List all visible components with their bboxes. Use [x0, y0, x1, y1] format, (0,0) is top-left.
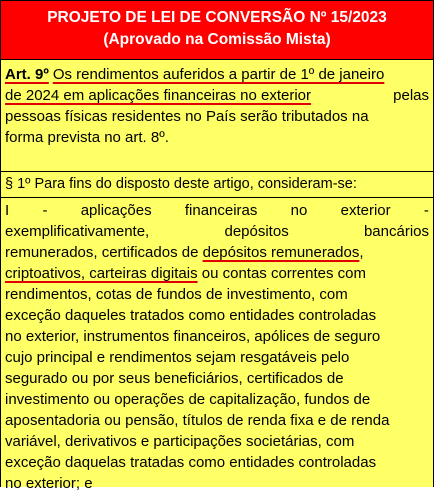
article-label: Art. 9º — [5, 66, 49, 83]
inciso-line-12: variável, derivativos e participações societárias, com — [5, 433, 355, 450]
inciso-text-underlined: criptoativos, carteiras digitais — [5, 265, 198, 282]
inciso-line-13: exceção daquelas tratadas como entidades controladas — [5, 454, 377, 471]
inciso-line-14: no exterior; e — [5, 475, 93, 492]
inciso-1-cell — [0, 197, 434, 492]
inciso-word: no — [290, 202, 308, 219]
inciso-line-1 — [5, 200, 429, 221]
bill-title: PROJETO DE LEI DE CONVERSÃO Nº 15/2023 — [47, 9, 387, 26]
inciso-text: , — [359, 244, 364, 261]
paragraph-1-text: § 1º Para fins do disposto deste artigo, consideram-se: — [5, 176, 357, 192]
inciso-line-6: exceção daqueles tratados como entidades controladas — [5, 307, 377, 324]
article-9-text: pelas — [393, 87, 429, 104]
inciso-line-3 — [5, 242, 429, 263]
article-9-line-3: pessoas físicas residentes no País serão tributados na — [5, 108, 369, 125]
article-9-line-2 — [5, 85, 429, 106]
inciso-text: remunerados, certificados de — [5, 244, 203, 261]
inciso-word: depósitos — [224, 223, 289, 240]
inciso-word: exterior — [340, 202, 391, 219]
inciso-word: exemplificativamente, — [5, 223, 150, 240]
inciso-text: ou contas correntes com — [197, 265, 366, 282]
inciso-line-10: investimento ou operações de capitalização, fundos de — [5, 391, 371, 408]
inciso-line-2 — [5, 221, 429, 242]
inciso-line-8: cujo principal e rendimentos sejam resgatáveis pelo — [5, 349, 350, 366]
inciso-word: - — [42, 202, 48, 219]
inciso-word: bancários — [363, 223, 429, 240]
inciso-word: - — [423, 202, 429, 219]
inciso-text-underlined: depósitos remunerados — [202, 244, 360, 261]
article-9-cell — [0, 59, 434, 171]
inciso-line-11: aposentadoria ou pensão, títulos de renda fixa e de renda — [5, 412, 390, 429]
bill-subtitle: (Aprovado na Comissão Mista) — [103, 31, 331, 48]
inciso-word: aplicações — [80, 202, 152, 219]
paragraph-1-cell — [0, 171, 434, 197]
article-9-text-underlined-2: de 2024 em aplicações financeiras no exterior — [5, 87, 312, 104]
table-header — [0, 0, 434, 59]
article-9-text-underlined: Os rendimentos auferidos a partir de 1º de janeiro — [52, 66, 385, 83]
inciso-word: I — [5, 202, 10, 219]
inciso-line-5: rendimentos, cotas de fundos de investimento, com — [5, 286, 348, 303]
article-9-line-1 — [5, 64, 429, 85]
inciso-line-4 — [5, 263, 429, 284]
inciso-line-9: segurado ou por seus beneficiários, certificados de — [5, 370, 344, 387]
inciso-word: financeiras — [184, 202, 258, 219]
inciso-line-7: no exterior, instrumentos financeiros, apólices de seguro — [5, 328, 381, 345]
article-9-line-4: forma prevista no art. 8º. — [5, 129, 169, 146]
